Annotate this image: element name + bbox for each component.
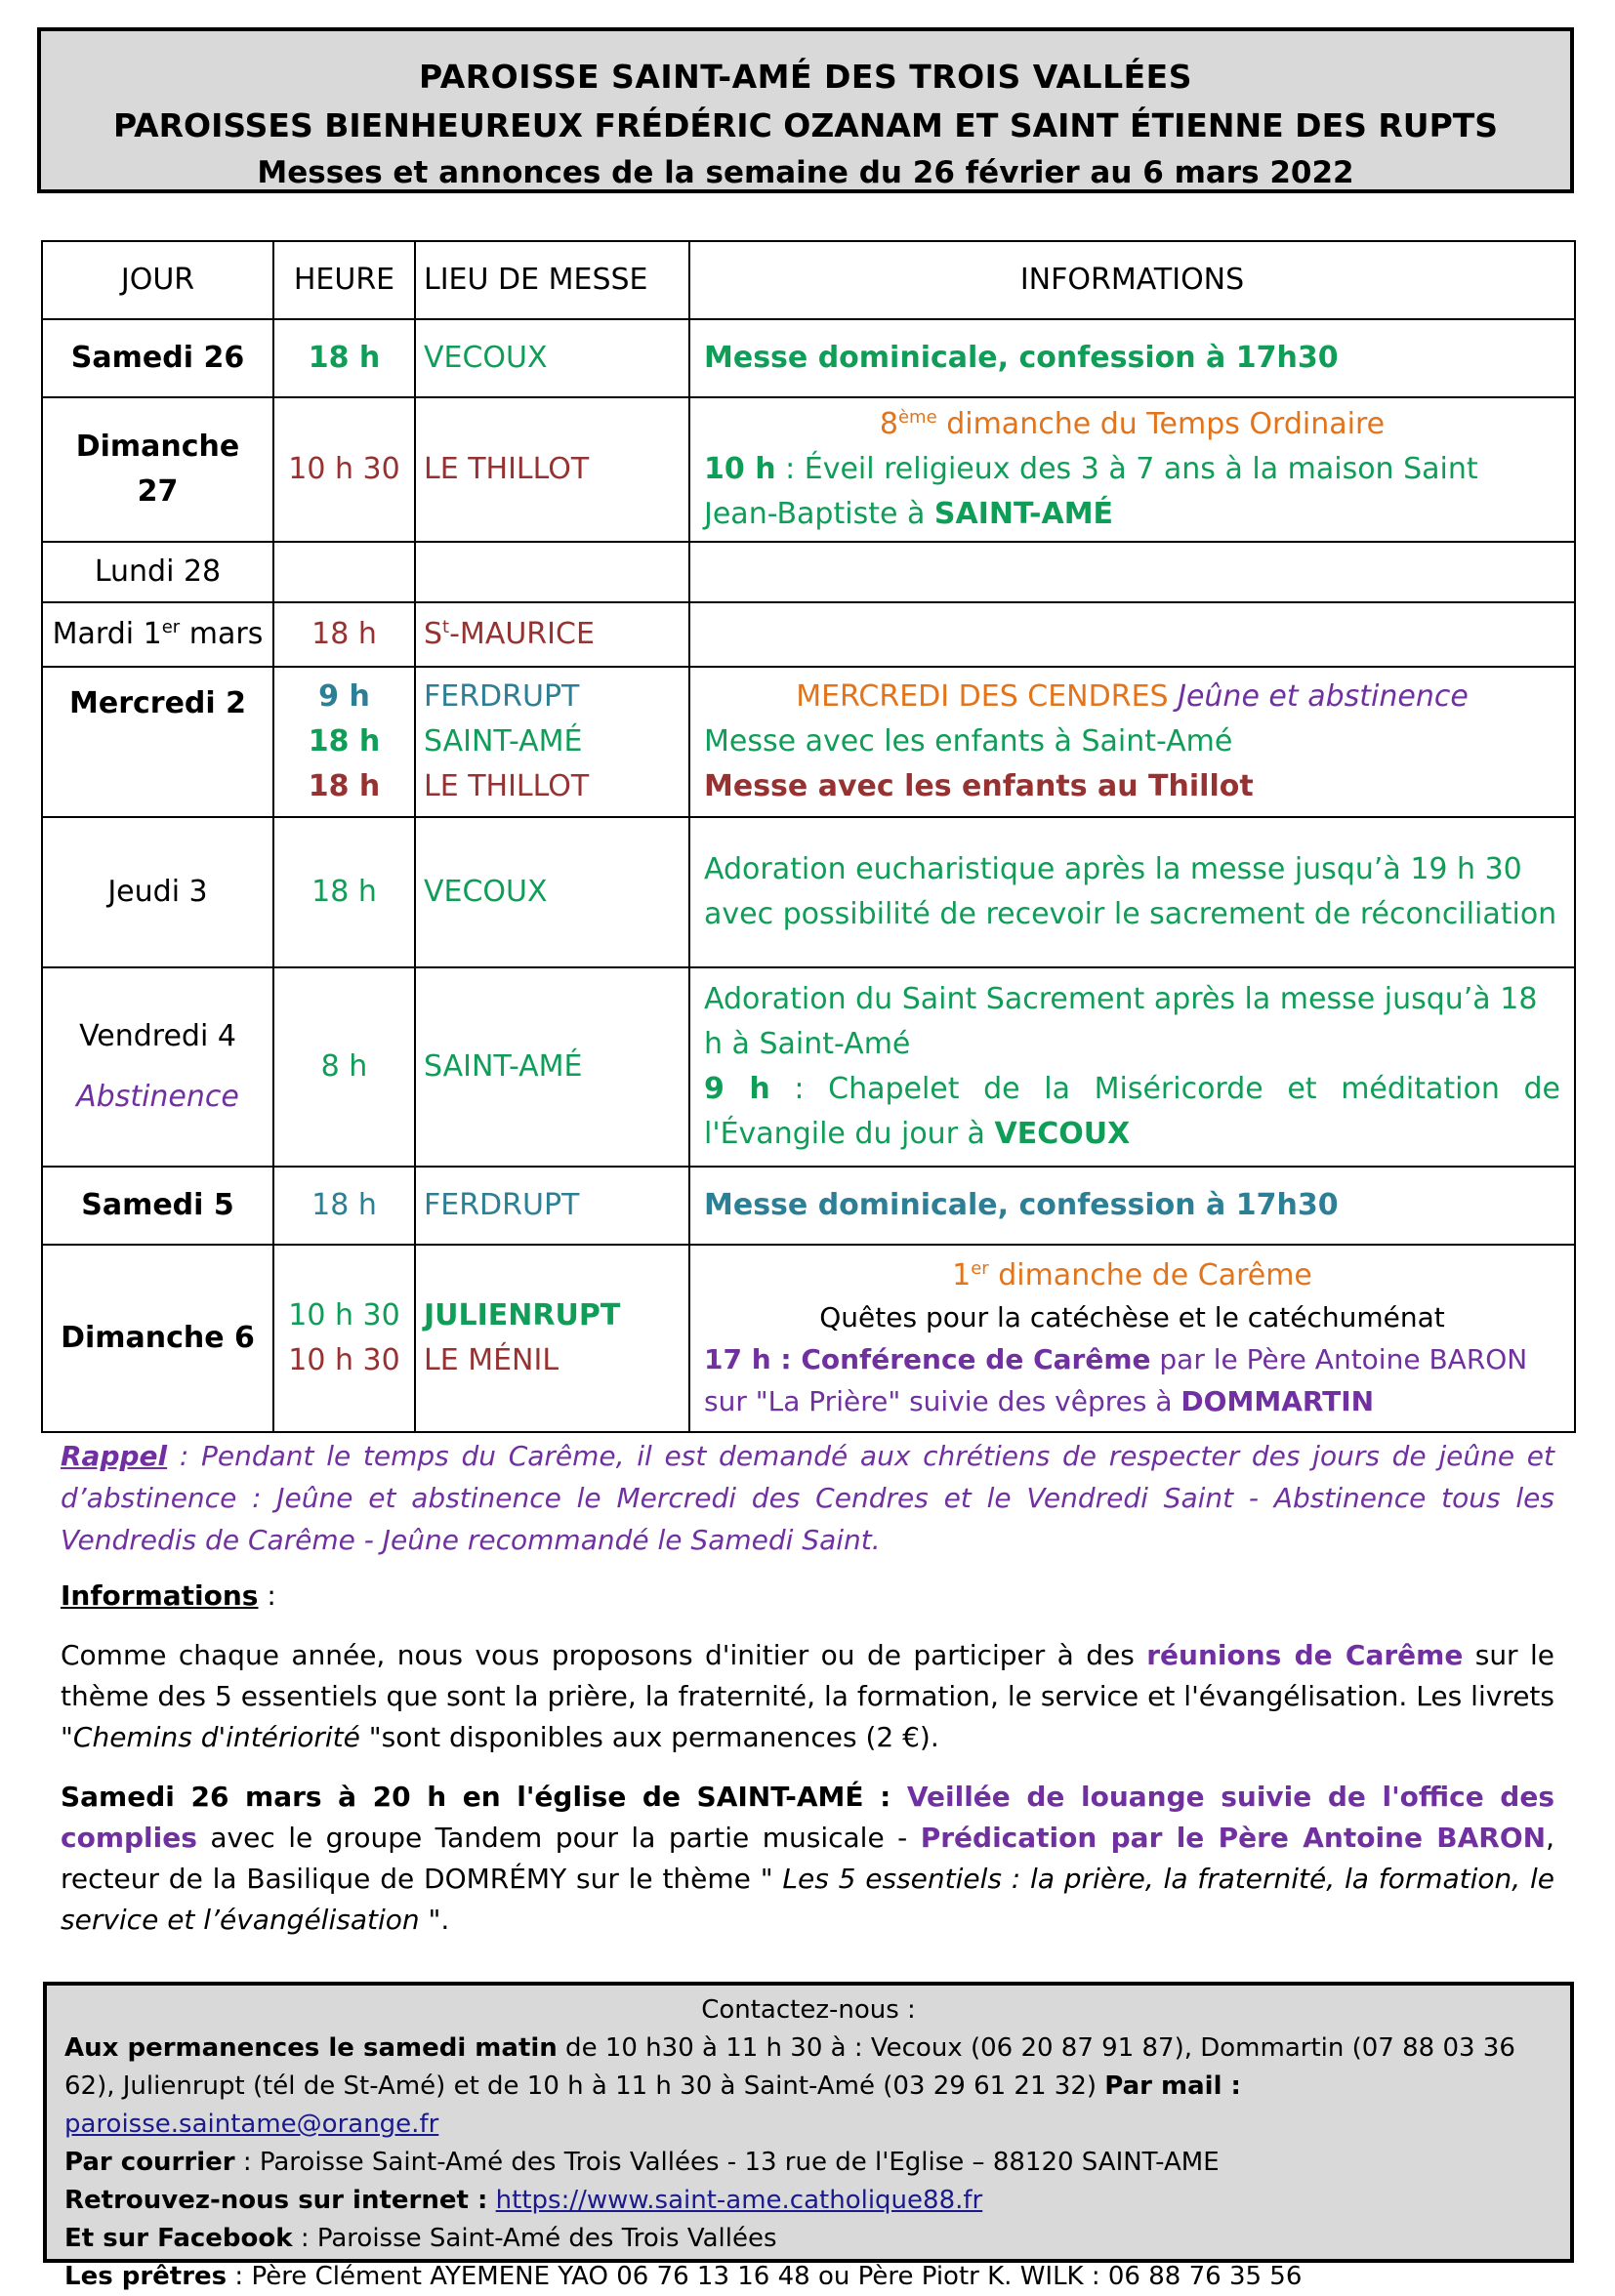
- info-text: 10 h : Éveil religieux des 3 à 7 ans à la maison Saint Jean-Baptiste à SAINT-AMÉ: [704, 452, 1478, 531]
- table-row: [42, 817, 1575, 967]
- row-time: [273, 542, 415, 602]
- informations-paragraph-2: Samedi 26 mars à 20 h en l'église de SAINT-AMÉ : Veillée de louange suivie de l'office des complies avec le groupe Tandem pour la partie musicale - Prédication par le Père Antoine BARON, recteur de la Basilique de DOMRÉMY sur le thème " Les 5 essentiels : la prière, la fraternité, la formation, le service et l’évangélisation ".: [61, 1781, 1555, 1936]
- row-day: Samedi 26: [42, 319, 273, 397]
- row-info: [689, 602, 1575, 667]
- website-link[interactable]: https://www.saint-ame.catholique88.fr: [495, 2186, 983, 2215]
- table-row: [42, 542, 1575, 602]
- row-info: 1er dimanche de Carême Quêtes pour la catéchèse et le catéchuménat 17 h : Conférence de Carême par le Père Antoine BARON sur "La Prière" suivie des vêpres à DOMMARTIN: [689, 1245, 1575, 1432]
- informations-paragraph-1: Comme chaque année, nous vous proposons d'initier ou de participer à des réunions de Carême sur le thème des 5 essentiels que sont la prière, la fraternité, la formation, le service et l'évangélisation. Les livrets "Chemins d'intériorité "sont disponibles aux permanences (2 €).: [61, 1639, 1554, 1753]
- contact-permanences: Aux permanences le samedi matin de 10 h30 à 11 h 30 à : Vecoux (06 20 87 91 87), Dommartin (07 88 03 36 62), Julienrupt (tél de St-Amé) et de 10 h à 11 h 30 à Saint-Amé (03 29 61 21 32) Par mail : paroisse.saintame@orange.fr: [64, 2033, 1515, 2139]
- row-time: 18 h: [273, 817, 415, 967]
- rappel-note: Rappel : Pendant le temps du Carême, il est demandé aux chrétiens de respecter des jours de jeûne et d’abstinence : Jeûne et abstinence le Mercredi des Cendres et le Vendredi Saint - Abstinence tous les Vendredis de Carême - Jeûne recommandé le Samedi Saint.: [61, 1440, 1554, 1556]
- table-row: [42, 319, 1575, 397]
- header-heure: HEURE: [273, 241, 415, 319]
- contact-title: Contactez-nous :: [701, 1995, 916, 2025]
- row-day: Vendredi 4 Abstinence: [42, 967, 273, 1167]
- row-place: $S^t$-MAURICE: [415, 602, 689, 667]
- row-day: Mercredi 2: [42, 667, 273, 817]
- row-info: MERCREDI DES CENDRES Jeûne et abstinence Messe avec les enfants à Saint-Amé Messe avec les enfants au Thillot: [689, 667, 1575, 817]
- row-place: SAINT-AMÉ: [415, 967, 689, 1167]
- abstinence-note: Abstinence: [76, 1080, 239, 1114]
- contact-internet: Retrouvez-nous sur internet : https://www.saint-ame.catholique88.fr: [64, 2186, 983, 2215]
- mass-schedule-table: [41, 240, 1576, 1433]
- header-jour: JOUR: [42, 241, 273, 319]
- row-place: JULIENRUPT LE MÉNIL: [415, 1245, 689, 1432]
- row-day: Lundi 28: [42, 542, 273, 602]
- row-info: [689, 542, 1575, 602]
- week-title: Messes et annonces de la semaine du 26 février au 6 mars 2022: [257, 155, 1354, 190]
- email-link[interactable]: paroisse.saintame@orange.fr: [64, 2110, 439, 2139]
- row-info: Messe dominicale, confession à 17h30: [689, 1167, 1575, 1245]
- table-row: [42, 667, 1575, 817]
- table-row: [42, 1167, 1575, 1245]
- contact-box: [43, 1982, 1574, 2291]
- row-time: 8 h: [273, 967, 415, 1167]
- row-day: Jeudi 3: [42, 817, 273, 967]
- table-row: [42, 602, 1575, 667]
- parishes-subtitle: PAROISSES BIENHEUREUX FRÉDÉRIC OZANAM ET SAINT ÉTIENNE DES RUPTS: [112, 106, 1499, 144]
- header-box: [37, 27, 1574, 193]
- liturgical-title: MERCREDI DES CENDRES Jeûne et abstinence: [796, 679, 1469, 714]
- liturgical-title: 1er dimanche de Carême: [952, 1258, 1312, 1292]
- row-place: VECOUX: [415, 817, 689, 967]
- row-day: Dimanche 27: [42, 397, 273, 542]
- row-time: 9 h 18 h 18 h: [273, 667, 415, 817]
- row-place: LE THILLOT: [415, 397, 689, 542]
- liturgical-title: 8ème dimanche du Temps Ordinaire: [879, 407, 1386, 441]
- row-day: Dimanche 6: [42, 1245, 273, 1432]
- table-row: [42, 397, 1575, 542]
- row-place: VECOUX: [415, 319, 689, 397]
- row-time: 10 h 30: [273, 397, 415, 542]
- row-place: FERDRUPT SAINT-AMÉ LE THILLOT: [415, 667, 689, 817]
- rappel-label: Rappel: [61, 1440, 168, 1472]
- contact-facebook: Et sur Facebook : Paroisse Saint-Amé des Trois Vallées: [64, 2224, 777, 2253]
- row-day: Samedi 5: [42, 1167, 273, 1245]
- table-row: [42, 1245, 1575, 1432]
- row-day: Mardi 1er mars: [42, 602, 273, 667]
- table-row: [42, 967, 1575, 1167]
- row-info: Adoration eucharistique après la messe jusqu’à 19 h 30 avec possibilité de recevoir le sacrement de réconciliation: [689, 817, 1575, 967]
- row-time: 18 h: [273, 319, 415, 397]
- informations-heading: Informations :: [61, 1579, 276, 1612]
- parish-title: PAROISSE SAINT-AMÉ DES TROIS VALLÉES: [419, 58, 1192, 96]
- row-info: [689, 397, 1575, 542]
- row-place: FERDRUPT: [415, 1167, 689, 1245]
- header-informations: INFORMATIONS: [689, 241, 1575, 319]
- row-time: 18 h: [273, 602, 415, 667]
- row-place: [415, 542, 689, 602]
- header-lieu: LIEU DE MESSE: [415, 241, 689, 319]
- row-info: Adoration du Saint Sacrement après la messe jusqu’à 18 h à Saint-Amé 9 h : Chapelet de la Miséricorde et méditation de l'Évangile du jour à VECOUX: [689, 967, 1575, 1167]
- table-header-row: [42, 241, 1575, 319]
- row-info: Messe dominicale, confession à 17h30: [689, 319, 1575, 397]
- contact-courrier: Par courrier : Paroisse Saint-Amé des Trois Vallées - 13 rue de l'Eglise – 88120 SAINT-AME: [64, 2148, 1220, 2177]
- row-time: 10 h 30 10 h 30: [273, 1245, 415, 1432]
- row-time: 18 h: [273, 1167, 415, 1245]
- contact-priests: Les prêtres : Père Clément AYEMENE YAO 06 76 13 16 48 ou Père Piotr K. WILK : 06 88 76 35 56: [64, 2262, 1303, 2291]
